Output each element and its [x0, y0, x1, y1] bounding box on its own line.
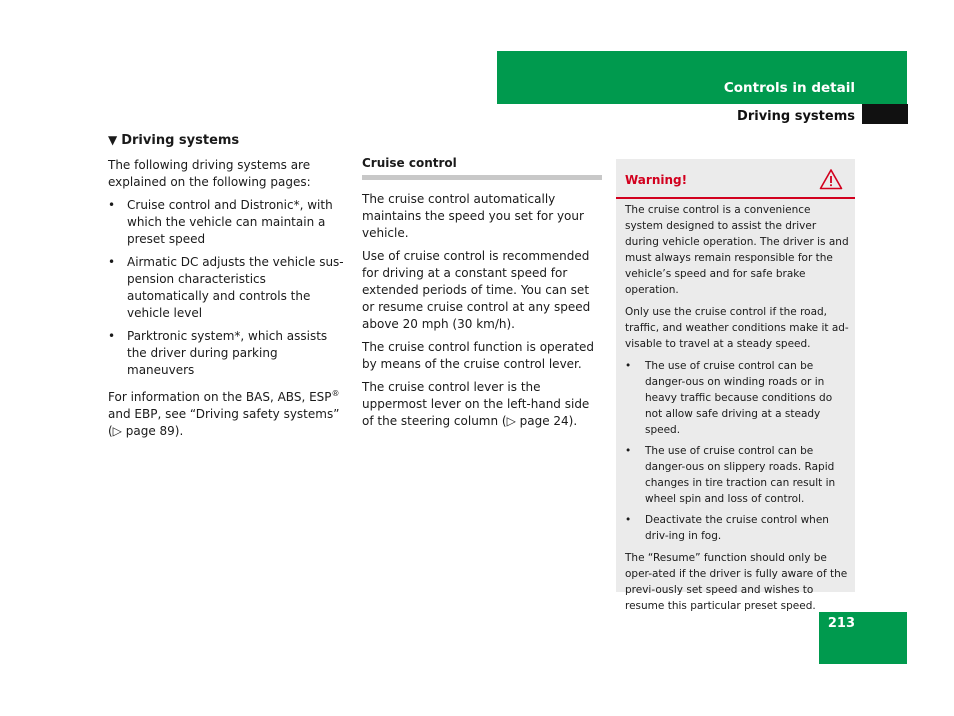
list-item-text: The use of cruise control can be danger-ous on slippery roads. Rapid changes in tire traction can result in wheel spin and loss of control.: [645, 445, 836, 505]
warning-divider: [616, 197, 855, 199]
page-number: 213: [827, 616, 855, 631]
list-item: [108, 328, 348, 379]
paragraph: Use of cruise control is recommended for driving at a constant speed for extended periods of time. You can set or resume cruise control at any speed above 20 mph (30 km/h).: [362, 249, 591, 331]
list-item: [625, 443, 849, 507]
intro-paragraph: The following driving systems are explained on the following pages:: [108, 158, 311, 189]
registered-mark: ®: [331, 389, 340, 398]
chapter-tab: [862, 104, 908, 124]
list-item-text: Deactivate the cruise control when driv-ing in fog.: [645, 514, 829, 542]
section-title: Controls in detail: [723, 80, 855, 96]
bullet-icon: •: [625, 445, 632, 457]
warning-list: [625, 358, 849, 544]
subsection-title: Driving systems: [737, 109, 855, 124]
warning-label: Warning!: [625, 173, 688, 187]
cruise-control-heading: Cruise control: [362, 156, 602, 180]
driving-systems-heading: [108, 132, 348, 149]
warning-triangle-icon: [819, 168, 843, 190]
bullet-icon: •: [108, 198, 116, 212]
header-band: [497, 51, 907, 104]
list-item-text: Parktronic system*, which assists the driver during parking maneuvers: [127, 329, 328, 377]
warning-paragraph: Only use the cruise control if the road, traffic, and weather conditions make it ad-visable to travel at a steady speed.: [625, 306, 849, 350]
list-item: [108, 197, 348, 248]
paragraph: The cruise control automatically maintains the speed you set for your vehicle.: [362, 192, 584, 240]
bullet-icon: •: [625, 514, 632, 526]
list-item: [108, 254, 348, 322]
column-cruise-control: [362, 156, 602, 430]
bullet-icon: •: [108, 255, 116, 269]
info-text-2: and EBP, see “Driving safety systems”: [108, 407, 340, 421]
bullet-icon: •: [625, 360, 632, 372]
info-paragraph: [108, 385, 348, 440]
paragraph: The cruise control function is operated by means of the cruise control lever.: [362, 340, 595, 371]
list-item-text: Airmatic DC adjusts the vehicle sus-pension characteristics automatically and controls the vehicle level: [127, 255, 344, 320]
warning-paragraph: The cruise control is a convenience system designed to assist the driver during vehicle operation. The driver is and must always remain responsible for the vehicle’s speed and for safe brake operation.: [625, 204, 849, 296]
paragraph: The cruise control lever is the uppermost lever on the left-hand side of the steering column (▷ page 24).: [362, 380, 590, 428]
warning-box: [616, 159, 855, 612]
column-driving-systems: [108, 132, 348, 440]
info-text: For information on the BAS, ABS, ESP: [108, 390, 332, 404]
page-reference[interactable]: (▷ page 89).: [108, 424, 184, 438]
list-item: [625, 512, 849, 544]
heading-text: Driving systems: [121, 133, 240, 148]
list-item-text: Cruise control and Distronic*, with which the vehicle can maintain a preset speed: [127, 198, 333, 246]
list-item-text: The use of cruise control can be danger-ous on winding roads or in heavy traffic because conditions do not allow safe driving at a steady speed.: [645, 360, 833, 436]
systems-list: [108, 197, 348, 379]
warning-body: [625, 202, 849, 620]
warning-paragraph: The “Resume” function should only be oper-ated if the driver is fully aware of the previ-ously set speed and wishes to resume this particular preset speed.: [625, 552, 848, 612]
list-item: [625, 358, 849, 438]
bullet-icon: •: [108, 329, 116, 343]
triangle-down-icon: ▼: [108, 133, 118, 147]
